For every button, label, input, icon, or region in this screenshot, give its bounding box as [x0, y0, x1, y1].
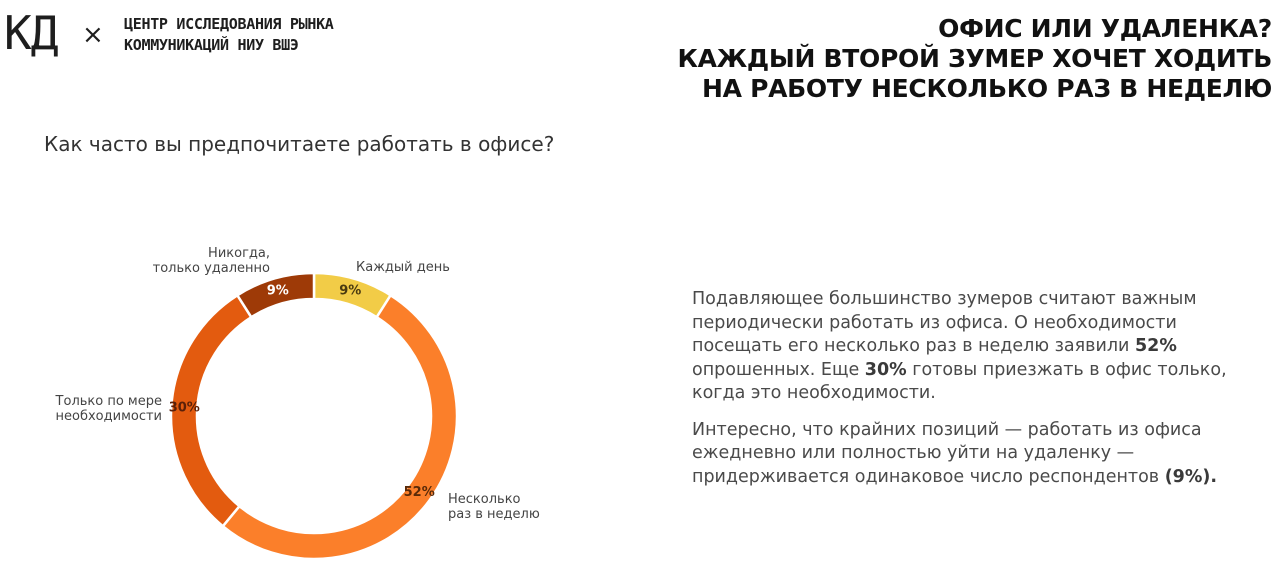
p2-highlight-9: (9%).: [1164, 466, 1218, 487]
label-never-line-2: только удаленно: [152, 261, 270, 276]
p2-text-a: Интересно, что крайних позиций — работать из офиса ежедневно или полностью уйти на удаленку — придерживается одинаковое число респондентов: [692, 419, 1202, 487]
value-label-when-needed: 30%: [168, 400, 200, 416]
label-never: [153, 246, 270, 276]
description: [692, 288, 1272, 502]
cross-icon: ×: [82, 20, 104, 50]
value-label-daily: 9%: [339, 283, 362, 299]
page-title: [677, 14, 1272, 104]
title-line-2: КАЖДЫЙ ВТОРОЙ ЗУМЕР ХОЧЕТ ХОДИТЬ: [677, 44, 1272, 73]
label-needed-line-2: необходимости: [55, 409, 162, 424]
slice-several-times: [223, 295, 457, 559]
chart-question: Как часто вы предпочитаете работать в офисе?: [44, 132, 555, 156]
title-line-3: НА РАБОТУ НЕСКОЛЬКО РАЗ В НЕДЕЛЮ: [702, 74, 1272, 103]
description-paragraph-2: [692, 419, 1272, 490]
logo-center-line-2: КОММУНИКАЦИЙ НИУ ВШЭ: [124, 36, 299, 54]
p1-text-a: Подавляющее большинство зумеров считают важным периодически работать из офиса. О необходимости посещать его несколько раз в неделю заявили: [692, 289, 1197, 356]
p1-highlight-30: 30%: [864, 359, 907, 380]
hse-center-logo: [124, 14, 334, 56]
value-label-never: 9%: [266, 283, 289, 299]
label-daily: [356, 260, 450, 275]
title-line-1: ОФИС ИЛИ УДАЛЕНКА?: [938, 14, 1272, 43]
label-several-line-1: Несколько: [448, 492, 521, 507]
label-when-needed: [56, 394, 162, 424]
p1-text-c: опрошенных. Еще: [692, 359, 865, 380]
donut-chart: [0, 180, 640, 564]
label-several-times: [448, 492, 540, 522]
value-label-several-times: 52%: [403, 484, 435, 500]
label-several-line-2: раз в неделю: [448, 507, 540, 522]
label-daily-line-1: Каждый день: [356, 260, 450, 275]
logo-center-line-1: ЦЕНТР ИССЛЕДОВАНИЯ РЫНКА: [124, 15, 334, 33]
p1-highlight-52: 52%: [1135, 336, 1177, 356]
label-never-line-1: Никогда,: [208, 246, 270, 261]
label-needed-line-1: Только по мере: [55, 394, 162, 409]
description-paragraph-1: [692, 288, 1272, 406]
p1-text-e: готовы приезжать в офис только, когда это необходимости.: [692, 359, 1227, 403]
kd-logo: КД: [4, 6, 58, 60]
